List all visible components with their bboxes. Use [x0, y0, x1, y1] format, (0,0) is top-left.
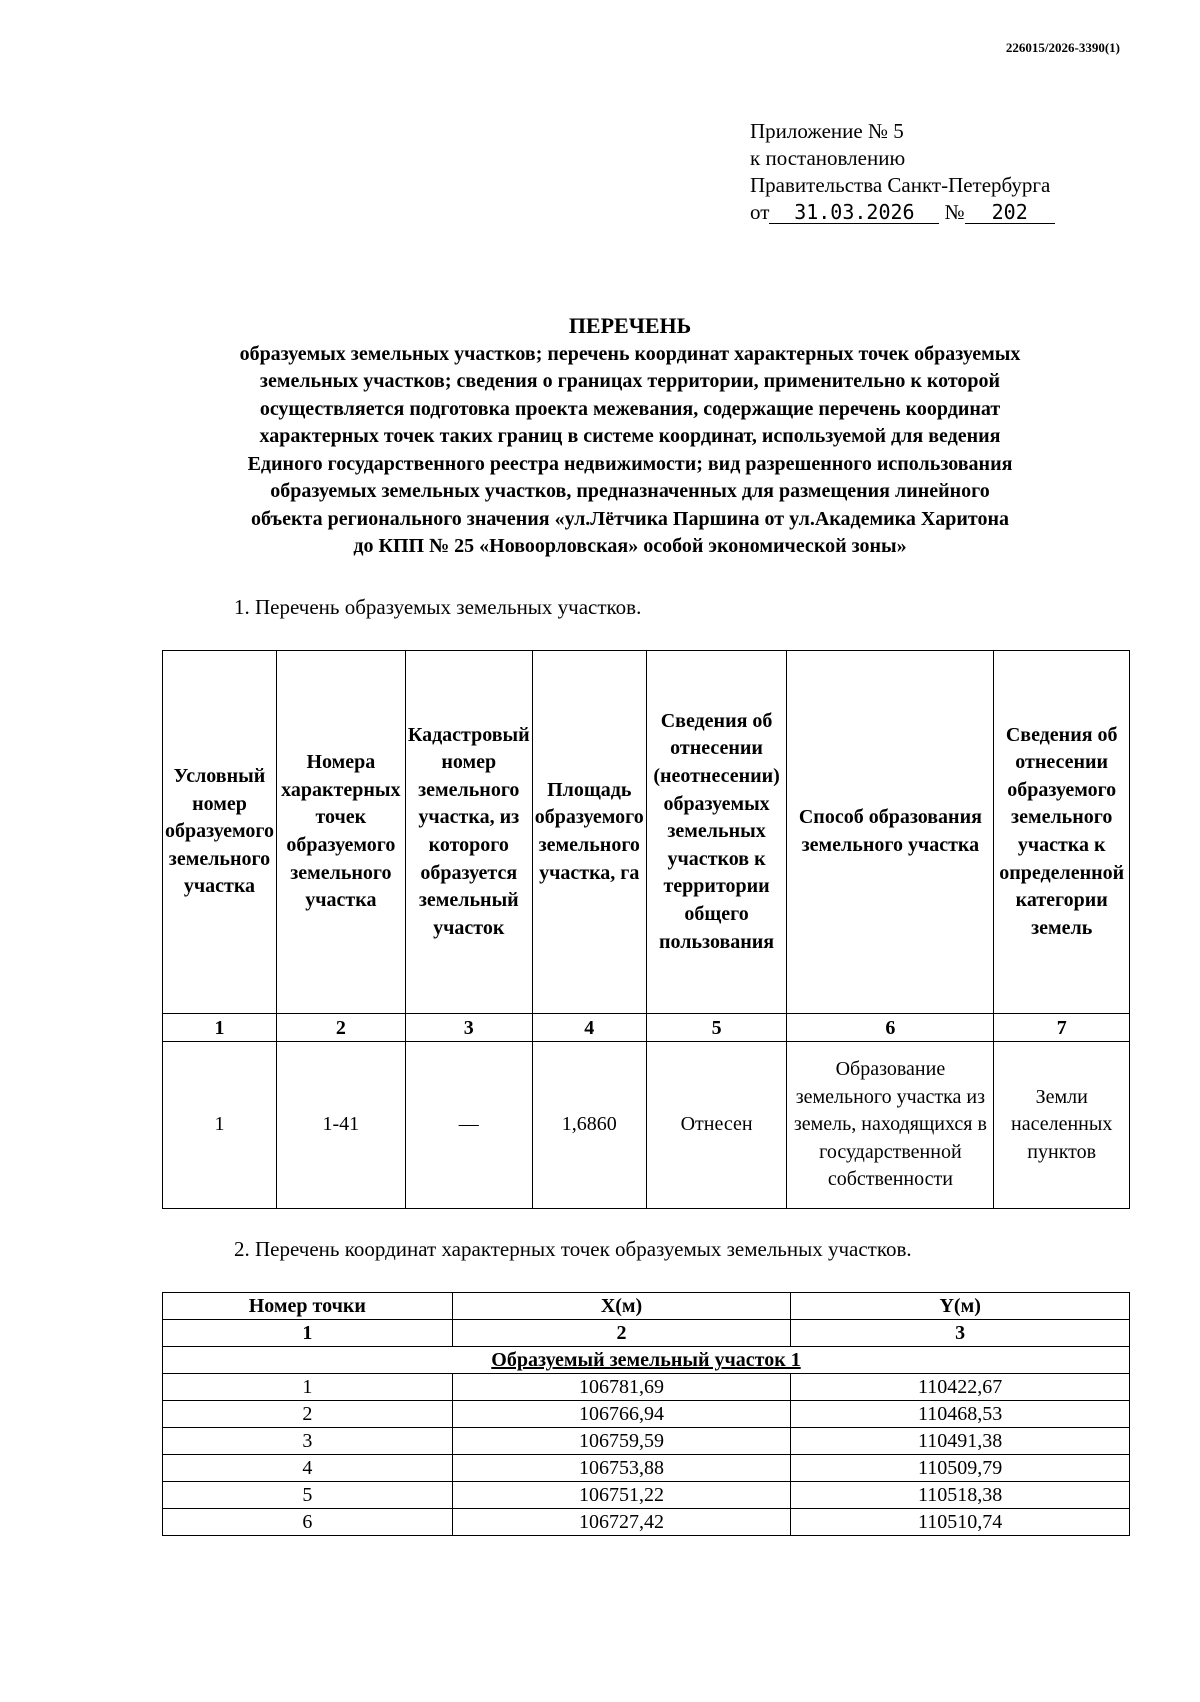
- column-number-row: [163, 1014, 1130, 1042]
- resolution-number: 202: [965, 201, 1055, 224]
- table-row: [163, 1042, 1130, 1209]
- land-plots-table: [162, 650, 1130, 1209]
- appendix-title: Приложение № 5: [750, 119, 904, 143]
- column-number: 1: [163, 1320, 453, 1347]
- column-number: 4: [532, 1014, 646, 1042]
- point-number: 3: [163, 1428, 453, 1455]
- point-number: 6: [163, 1509, 453, 1536]
- y-coordinate: 110422,67: [791, 1374, 1130, 1401]
- title-line: Единого государственного реестра недвижимости; вид разрешенного использования: [247, 452, 1013, 475]
- x-coordinate: 106759,59: [452, 1428, 791, 1455]
- x-coordinate: 106781,69: [452, 1374, 791, 1401]
- table-row: [163, 1455, 1130, 1482]
- column-number: 3: [791, 1320, 1130, 1347]
- group-row: [163, 1347, 1130, 1374]
- column-number: 2: [452, 1320, 791, 1347]
- document-id: 226015/2026-3390(1): [1005, 40, 1120, 55]
- cadastral-number: —: [405, 1042, 532, 1209]
- header-cell: Сведения об отнесении (неотнесении) образуемых земельных участков к территории общего пользования: [646, 651, 787, 1014]
- appendix-date-line: [750, 199, 1055, 226]
- title-line: объекта регионального значения «ул.Лётчика Паршина от ул.Академика Харитона: [250, 507, 1010, 530]
- appendix-authority: Правительства Санкт-Петербурга: [750, 173, 1051, 197]
- appendix-block: [750, 118, 1055, 226]
- document-title: [150, 312, 1110, 561]
- x-coordinate: 106753,88: [452, 1455, 791, 1482]
- section-2-heading: 2. Перечень координат характерных точек образуемых земельных участков.: [234, 1237, 912, 1261]
- header-cell: Условный номер образуемого земельного участка: [163, 651, 277, 1014]
- x-coordinate: 106766,94: [452, 1401, 791, 1428]
- table-header-row: [163, 1293, 1130, 1320]
- table-row: [163, 1482, 1130, 1509]
- title-line: до КПП № 25 «Новоорловская» особой экономической зоны»: [353, 535, 907, 557]
- plot-area: 1,6860: [532, 1042, 646, 1209]
- table-row: [163, 1374, 1130, 1401]
- header-cell: Площадь образуемого земельного участка, га: [532, 651, 646, 1014]
- point-number: 1: [163, 1374, 453, 1401]
- table-header-row: [163, 651, 1130, 1014]
- section-1-heading: 1. Перечень образуемых земельных участков.: [234, 595, 642, 619]
- title-line: образуемых земельных участков, предназначенных для размещения линейного: [270, 480, 990, 502]
- column-number: 1: [163, 1014, 277, 1042]
- header-cell: Y(м): [791, 1293, 1130, 1320]
- formation-method: Образование земельного участка из земель, находящихся в государственной собственности: [787, 1042, 994, 1209]
- public-use-status: Отнесен: [646, 1042, 787, 1209]
- coordinates-table: [162, 1292, 1130, 1536]
- title-line: осуществляется подготовка проекта межевания, содержащие перечень координат: [259, 397, 1001, 420]
- column-number: 7: [994, 1014, 1130, 1042]
- header-cell: Сведения об отнесении образуемого земельного участка к определенной категории земель: [994, 651, 1130, 1014]
- x-coordinate: 106727,42: [452, 1509, 791, 1536]
- point-number: 5: [163, 1482, 453, 1509]
- header-cell: X(м): [452, 1293, 791, 1320]
- number-label: №: [944, 200, 965, 224]
- group-title: Образуемый земельный участок 1: [163, 1347, 1130, 1374]
- table-row: [163, 1428, 1130, 1455]
- point-range: 1-41: [276, 1042, 405, 1209]
- date-prefix: от: [750, 200, 770, 224]
- table-row: [163, 1509, 1130, 1536]
- y-coordinate: 110509,79: [791, 1455, 1130, 1482]
- header-cell: Кадастровый номер земельного участка, из которого образуется земельный участок: [405, 651, 532, 1014]
- title-line: земельных участков; сведения о границах территории, применительно к которой: [259, 370, 1001, 392]
- y-coordinate: 110491,38: [791, 1428, 1130, 1455]
- point-number: 4: [163, 1455, 453, 1482]
- column-number: 3: [405, 1014, 532, 1042]
- header-cell: Номера характерных точек образуемого земельного участка: [276, 651, 405, 1014]
- y-coordinate: 110510,74: [791, 1509, 1130, 1536]
- land-category: Земли населенных пунктов: [994, 1042, 1130, 1209]
- title-main: ПЕРЕЧЕНЬ: [568, 313, 692, 338]
- y-coordinate: 110518,38: [791, 1482, 1130, 1509]
- table-row: [163, 1401, 1130, 1428]
- plot-number: 1: [163, 1042, 277, 1209]
- column-number: 2: [276, 1014, 405, 1042]
- header-cell: Способ образования земельного участка: [787, 651, 994, 1014]
- appendix-ref: к постановлению: [750, 146, 906, 170]
- title-line: образуемых земельных участков; перечень координат характерных точек образуемых: [239, 342, 1021, 365]
- header-cell: Номер точки: [163, 1293, 453, 1320]
- column-number: 6: [787, 1014, 994, 1042]
- title-line: характерных точек таких границ в системе координат, используемой для ведения: [259, 425, 1001, 447]
- column-number: 5: [646, 1014, 787, 1042]
- column-number-row: [163, 1320, 1130, 1347]
- point-number: 2: [163, 1401, 453, 1428]
- x-coordinate: 106751,22: [452, 1482, 791, 1509]
- y-coordinate: 110468,53: [791, 1401, 1130, 1428]
- resolution-date: 31.03.2026: [769, 201, 939, 224]
